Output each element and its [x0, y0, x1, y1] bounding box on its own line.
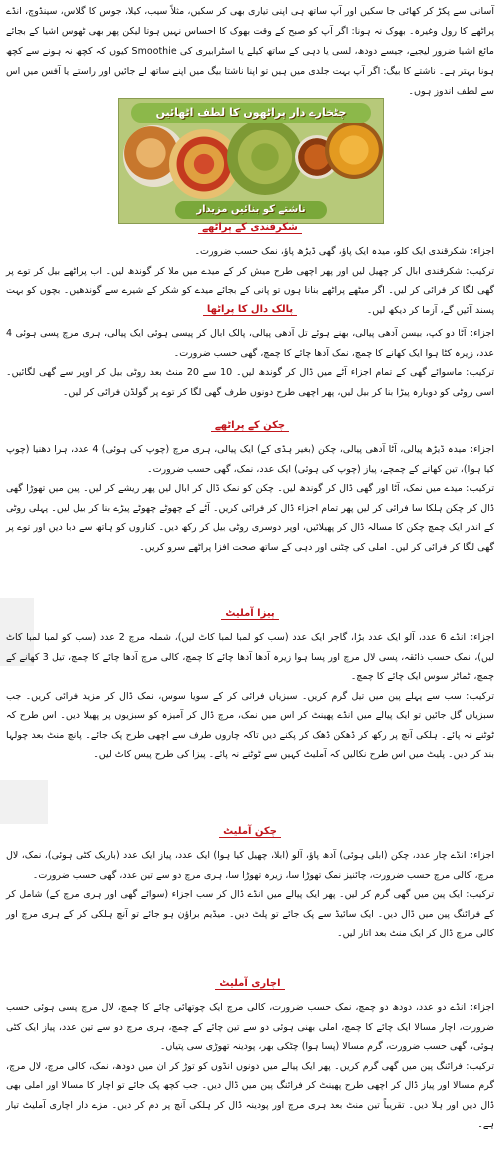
- ingredients-text: اجزاء: انڈے 6 عدد، آلو ایک عدد بڑا، گاجر ایک عدد (سب کو لمبا لمبا کاٹ لیں)، شملہ مرچ 2 عدد (سب کو لمبا لمبا کاٹ لیں)، نمک حسب ذائقہ، پسی لال مرچ اور پسا ہوا زیرہ آدھا آدھا چائے کا چمچ، کالی مرچ آدھا چائے کا چمچ، تیل 3 کھانے کے چمچ، ٹماٹر سوس ایک چائے کا چمچ۔: [6, 632, 495, 682]
- section-body-pizza-omelette: [6, 628, 494, 765]
- ingredients-text: اجزاء: آٹا دو کپ، بیسن آدھی پیالی، بھنے ہوئے تل آدھی پیالی، پالک ابال کر پیسی ہوئی ایک پیالی، ہری مرچ پسی ہوئی 4 عدد، زیرہ کٹا ہوا ایک کھانے کا چمچ، نمک آدھا چائے کا چمچ، گھی حسب ضرورت۔: [6, 328, 494, 359]
- section-body-chicken-paratha: [6, 440, 494, 557]
- method-text: ترکیب: میدے میں نمک، آٹا اور گھی ڈال کر گوندھ لیں۔ چکن کو نمک ڈال کر ابال لیں پھر ریشے کر لیں۔ پین میں تھوڑا گھی ڈال کر چکن ہلکا سا فرائی کر لیں پھر تمام اجزاء ڈال کر فرائی کریں۔ آٹے کے چھوٹے چھوٹے پیڑے بنا کر بیل لیں۔ پہلی روٹی کے اندر ایک چمچ چکن کا مسالہ ڈال کر پھیلائیں، اوپر دوسری روٹی بیل کر رکھ دیں۔ کناروں کو ہاتھ سے دبا دیں اور توے پر گھی لگا کر فرائی کر لیں۔ املی کی چٹنی اور دہی کے ساتھ صحت افزا پراٹھے سرو کریں۔: [6, 483, 494, 553]
- method-text: ترکیب: فرائنگ پین میں گھی گرم کریں۔ پھر ایک پیالے میں دونوں انڈوں کو توڑ کر ان میں دودھ، نمک، کالی مرچ، لال مرچ، گرم مسالا اور پیاز ڈال کر اچھی طرح پھینٹ کر فرائنگ پین میں ڈال دیں۔ جب کچھ پک جائے تو اچار کا مسالا اور املی بھی ڈال دیں اور ہلا دیں۔ تقریباً تین منٹ بعد ہری مرچ اور پودینہ ڈال کر ہلکی آنچ پر دم کر دیں۔ مزے دار اچاری آملیٹ تیار ہے۔: [6, 1060, 494, 1130]
- intro-paragraph: آسانی سے پکڑ کر کھائی جا سکیں اور آپ ساتھ ہی اپنی تیاری بھی کر سکیں، مثلاً سیب، کیلا، جوس کا گلاس، سینڈوچ، انڈے پراٹھے کا رول وغیرہ۔ بھوک نہ ہونا: اگر آپ کو صبح کے وقت بھوک کا احساس نہیں ہوتا لیکن پھر بھی ٹھوس اشیا کے بجائے مائع اشیا ضرور لیجیے، جیسے دودھ، لسی یا دہی کے ساتھ کیلے یا اسٹرابیری کی Smoothie کیوں کہ کچھ نہ ہونے سے کچھ ہونا بہتر ہے۔ ناشتے کا بیگ: اگر آپ بہت جلدی میں ہیں تو اپنا ناشتا بیگ میں اپنے ساتھ لے جائیں اور راستے یا آفس میں اس سے لطف اندوز ہوں۔: [6, 6, 494, 97]
- method-text: ترکیب: سب سے پہلے پین میں تیل گرم کریں۔ سبزیاں فرائی کر کے سویا سوس، نمک ڈال کر مزید فرائی کریں۔ جب سبزیاں گل جائیں تو ایک پیالے میں انڈے پھینٹ کر اس میں نمک، مرچ ڈال کر آمیزہ کو سبزیوں پر پھیلا دیں۔ اس طرح کہ ٹوٹنے نہ پائے۔ ہلکی آنچ پر رکھ کر ڈھکن ڈھک کر پکنے دیں تاکہ چاروں طرف سے اچھی طرح پک جائے۔ پانچ منٹ بعد چولہا بند کر دیں۔ پلیٹ میں اس طرح نکالیں کہ آملیٹ کہیں سے ٹوٹنے نہ پائے۔ پیزا کی طرح پیس کاٹ لیں۔: [6, 690, 494, 760]
- section-title-achari-omelette: اچاری آملیٹ: [0, 978, 500, 989]
- ingredients-text: اجزاء: انڈے چار عدد، چکن (ابلی ہوئی) آدھ پاؤ، آلو (ابلا، چھیل کیا ہوا) ایک عدد، پیاز ایک عدد (باریک کٹی ہوئی)، نمک، لال مرچ، کالی مرچ حسب ضرورت، چائنیز نمک تھوڑا سا، زیرہ تھوڑا سا، ہری مرچ دو سے تین عدد، گھی حسب ضرورت۔: [6, 850, 494, 881]
- dish-omelette: [325, 121, 383, 179]
- recipe-banner-image: [118, 98, 384, 224]
- banner-title: چٹخارے دار پراٹھوں کا لطف اٹھائیں: [131, 103, 371, 123]
- section-title-chicken-omelette: چکن آملیٹ: [0, 826, 500, 837]
- section-body-spinach-paratha: [6, 324, 494, 402]
- ingredients-text: اجزاء: انڈے دو عدد، دودھ دو چمچ، نمک حسب ضرورت، کالی مرچ ایک چوتھائی چائے کا چمچ، لال مرچ پسی ہوئی حسب ضرورت، اچار مسالا ایک چائے کا چمچ، املی بھنی ہوئی دو سے تین چائے کے چمچ، ہری مرچ دو سے تین عدد، پیاز ایک کٹی ہوئی، گھی حسب ضرورت، گرم مسالا (پسا ہوا) چٹکی بھر، پودینہ تھوڑی سی پتیاں۔: [6, 1002, 494, 1052]
- section-title-pizza-omelette: پیزا آملیٹ: [0, 608, 500, 619]
- section-title-sweet-potato-paratha: شکرقندی کے پراٹھے: [0, 222, 500, 233]
- ingredients-text: اجزاء: شکرقندی ایک کلو، میدہ ایک پاؤ، گھی ڈیڑھ پاؤ، نمک حسب ضرورت۔: [194, 246, 494, 257]
- method-text: ترکیب: شکرقندی ابال کر چھیل لیں اور پھر اچھی طرح میش کر کے میدے میں ملا کر گوندھ لیں۔ اب پراٹھے بیل کر توے پر گھی لگا کر فرائی کر لیں۔ اگر میٹھے پراٹھے بنانا ہوں تو پانی کے بجائے میدے کو شکر کے شیرے سے گوندھیں۔ بچوں کو بہت پسند آئیں گے، آزما کر دیکھ لیں۔: [6, 265, 494, 316]
- intro-text: [6, 2, 494, 102]
- side-gray-panel-2: [0, 780, 48, 824]
- dish-paratha-stack: [227, 119, 303, 195]
- method-text: ترکیب: ایک پین میں گھی گرم کر لیں۔ پھر ایک پیالے میں انڈے ڈال کر سب اجزاء (سوائے گھی اور ہری مرچ کے) شامل کر کے فرائنگ پین میں ڈال دیں۔ ایک سائیڈ سے پک جائے تو پلٹ دیں۔ میڈیم براؤن ہو جائے تو آنچ ہلکی کر کے ہری مرچ اور کالی مرچ ڈال کر ایک منٹ بعد اتار لیں۔: [6, 889, 494, 939]
- section-body-achari-omelette: [6, 998, 494, 1135]
- section-body-chicken-omelette: [6, 846, 494, 944]
- ingredients-text: اجزاء: میدہ ڈیڑھ پیالی، آٹا آدھی پیالی، چکن (بغیر ہڈی کے) ایک پیالی، ہری مرچ (چوپ کی ہوئی) 4 عدد، ہرا دھنیا (چوپ کیا ہوا)، تین کھانے کے چمچے، پیاز (چوپ کی ہوئی) ایک عدد، نمک، گھی حسب ضرورت۔: [6, 444, 494, 475]
- method-text: ترکیب: ماسوائے گھی کے تمام اجزاء آٹے میں ڈال کر گوندھ لیں۔ 10 سے 20 منٹ بعد روٹی بیل کر اوپر سے گھی لگائیں۔ اسی روٹی کو دوبارہ پیڑا بنا کر بیل لیں، پھر اچھی طرح دونوں طرف گھی لگا کر توے پر گولڈن فرائی کر لیں۔: [6, 367, 494, 398]
- section-title-spinach-paratha: پالک دال کا پراٹھا: [0, 304, 500, 315]
- section-title-chicken-paratha: چکن کے پراٹھے: [0, 420, 500, 431]
- banner-subtitle: ناشتے کو بنائیں مزیدار: [175, 201, 327, 219]
